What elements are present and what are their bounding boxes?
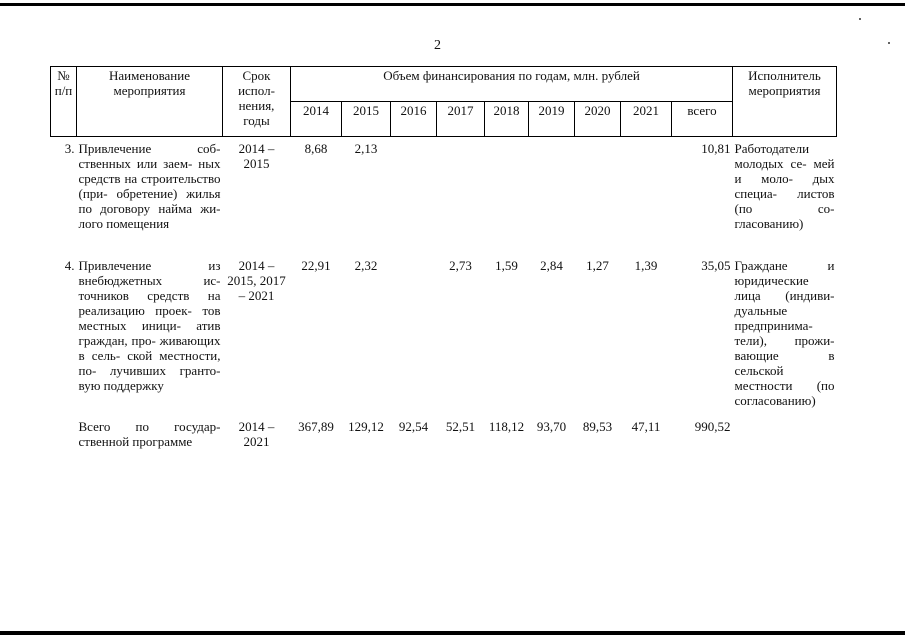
header-year: 2019	[529, 102, 575, 137]
row-value: 93,70	[536, 419, 567, 434]
row-value: 118,12	[488, 419, 525, 434]
row-value: 2,32	[354, 258, 378, 273]
row-executor: Граждане и юридические лица (индиви- дуальные предпринима- тели), прожи- вающие в сельской местности (по согласованию)	[734, 258, 835, 408]
header-funding: Объем финансирования по годам, млн. рублей	[291, 67, 733, 102]
row-value	[391, 137, 437, 233]
row-value: 1,27	[586, 258, 609, 273]
row-executor: Работодатели молодых се- мей и моло- дых специа- листов (по со- гласованию)	[734, 141, 835, 231]
header-year: 2021	[621, 102, 672, 137]
funding-table	[50, 66, 837, 450]
row-value: 89,53	[582, 419, 613, 434]
header-year: 2015	[342, 102, 391, 137]
row-value: 2,84	[540, 258, 563, 273]
row-value	[391, 232, 437, 409]
row-executor	[733, 409, 837, 450]
row-name: Всего по государ- ственной программе	[78, 419, 221, 449]
header-year: 2020	[575, 102, 621, 137]
row-value	[621, 137, 672, 233]
row-value	[575, 137, 621, 233]
row-value: 92,54	[398, 419, 429, 434]
table-row	[51, 137, 837, 233]
header-term: Срок испол- нения, годы	[223, 67, 291, 137]
header-name: Наименование мероприятия	[77, 67, 223, 137]
row-term: 2014 – 2015	[238, 141, 275, 171]
scan-speck	[888, 42, 890, 44]
scan-bottom-edge	[0, 631, 905, 635]
row-value: 22,91	[301, 258, 331, 273]
table-row	[51, 232, 837, 409]
row-value: 1,39	[634, 258, 658, 273]
row-name: Привлечение из внебюджетных ис- точников средств на реализацию проек- тов местных иници- атив граждан, про- живающих в сель- ской местности, по- лучивших гранто- вую поддержку	[78, 258, 221, 393]
header-total: всего	[672, 102, 733, 137]
table-row-total	[51, 409, 837, 450]
page-number: 2	[434, 38, 441, 53]
row-value	[529, 137, 575, 233]
header-year: 2018	[485, 102, 529, 137]
row-value: 2,73	[449, 258, 472, 273]
row-value: 47,11	[631, 419, 661, 434]
row-num	[51, 409, 77, 450]
row-value: 1,59	[495, 258, 518, 273]
row-num: 3.	[64, 141, 75, 156]
row-total: 990,52	[694, 419, 731, 434]
row-term: 2014 – 2021	[238, 419, 275, 449]
scan-top-edge	[0, 3, 905, 6]
row-value: 367,89	[298, 419, 334, 434]
header-year: 2017	[437, 102, 485, 137]
header-num: № п/п	[51, 67, 77, 137]
header-executor: Исполнитель мероприятия	[733, 67, 837, 137]
row-value	[485, 137, 529, 233]
row-num: 4.	[64, 258, 75, 273]
row-value: 52,51	[445, 419, 476, 434]
row-value: 8,68	[304, 141, 328, 156]
row-value: 129,12	[348, 419, 384, 434]
row-total: 10,81	[701, 141, 731, 156]
row-term: 2014 – 2015, 2017 – 2021	[227, 258, 286, 303]
row-total: 35,05	[701, 258, 731, 273]
scan-speck	[859, 18, 861, 20]
row-value: 2,13	[354, 141, 378, 156]
row-value	[437, 137, 485, 233]
header-year: 2016	[391, 102, 437, 137]
row-name: Привлечение соб- ственных или заем- ных средств на строительство (при- обретение) жилья по договору найма жи- лого помещения	[78, 141, 221, 231]
header-year: 2014	[291, 102, 342, 137]
